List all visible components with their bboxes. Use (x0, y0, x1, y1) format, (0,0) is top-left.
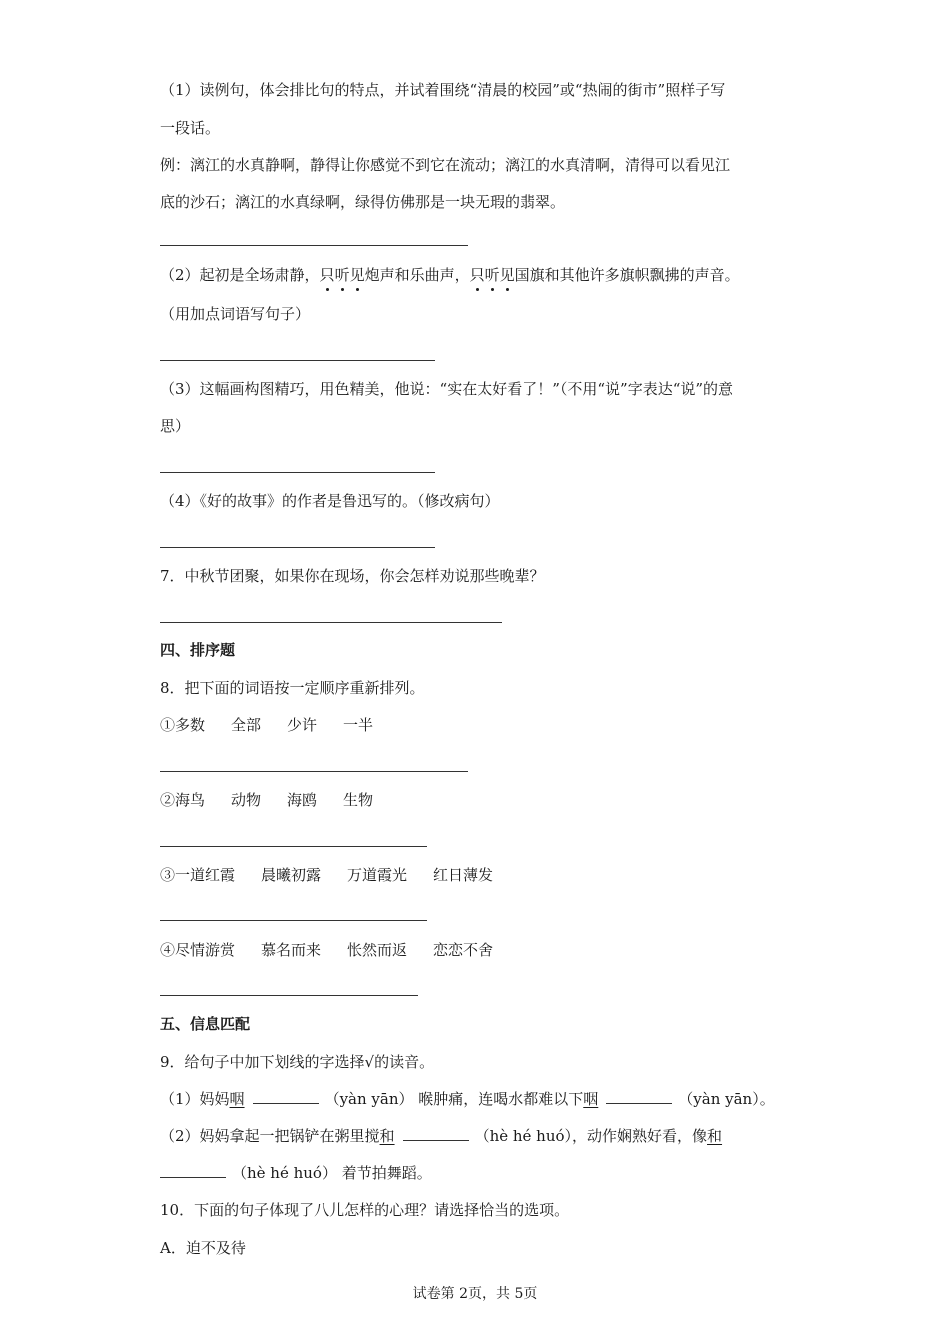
q9-text: （1）妈妈 (160, 1090, 230, 1108)
word: 晨曦初露 (261, 866, 322, 884)
q8-group2 (160, 790, 373, 810)
word: 万道霞光 (347, 866, 408, 884)
underlined-char: 和 (379, 1127, 395, 1145)
q6-part2-line1 (160, 265, 740, 285)
q6-part2-text-a: （2）起初是全场肃静， (160, 266, 320, 284)
word: ③一道红霞 (160, 866, 236, 884)
word: 生物 (343, 791, 374, 809)
q7-stem: 7．中秋节团聚，如果你在现场，你会怎样劝说那些晚辈？ (160, 567, 545, 585)
q10-stem: 10．下面的句子体现了八儿怎样的心理？请选择恰当的选项。 (160, 1201, 570, 1219)
answer-line[interactable] (160, 771, 468, 772)
dotted-word: 只听见 (469, 266, 515, 284)
q6-part1-line1: （1）读例句，体会排比句的特点，并试着围绕“清晨的校园”或“热闹的街市”照样子写 (160, 81, 726, 99)
q6-part3-line2: 思） (160, 417, 191, 435)
answer-line[interactable] (160, 920, 427, 921)
word: 全部 (231, 716, 262, 734)
answer-line[interactable] (160, 360, 435, 361)
word: 海鸥 (287, 791, 318, 809)
word: ④尽情游赏 (160, 941, 236, 959)
q8-group4 (160, 940, 493, 960)
q6-part1-example-line1: 例：漓江的水真静啊，静得让你感觉不到它在流动；漓江的水真清啊，清得可以看见江 (160, 156, 731, 174)
q6-part2-text-c: 国旗和其他许多旗帜飘拂的声音。 (514, 266, 740, 284)
q6-part1-example-line2: 底的沙石；漓江的水真绿啊，绿得仿佛那是一块无瑕的翡翠。 (160, 193, 566, 211)
answer-line[interactable] (160, 622, 502, 623)
q9-line3 (160, 1163, 432, 1183)
q8-group3 (160, 865, 493, 885)
q6-part2-text-b: 炮声和乐曲声， (364, 266, 470, 284)
q9-text: （yàn yān）。 (678, 1090, 775, 1108)
q6-part2-line2: （用加点词语写句子） (160, 305, 311, 323)
word: 一半 (343, 716, 374, 734)
answer-line[interactable] (160, 472, 435, 473)
q8-stem: 8．把下面的词语按一定顺序重新排列。 (160, 679, 425, 697)
q6-part4: （4）《好的故事》的作者是鲁迅写的。（修改病句） (160, 492, 500, 510)
section-heading-matching: 五、信息匹配 (160, 1015, 251, 1033)
underlined-char: 咽 (583, 1090, 599, 1108)
q9-stem: 9．给句子中加下划线的字选择√的读音。 (160, 1053, 435, 1071)
answer-blank[interactable] (160, 1163, 226, 1178)
q9-text: （2）妈妈拿起一把锅铲在粥里搅 (160, 1127, 380, 1145)
section-heading-sorting: 四、排序题 (160, 641, 236, 659)
underlined-char: 和 (707, 1127, 723, 1145)
q10-option-a[interactable]: A．迫不及待 (160, 1239, 246, 1257)
q9-text: （hè hé huó），动作娴熟好看，像 (474, 1127, 708, 1145)
q9-text: （hè hé huó） 着节拍舞蹈。 (232, 1164, 432, 1182)
word: 恋恋不舍 (433, 941, 494, 959)
word: 红日薄发 (433, 866, 494, 884)
answer-line[interactable] (160, 547, 435, 548)
word: 动物 (231, 791, 262, 809)
q9-line2 (160, 1126, 722, 1146)
q6-part3-line1: （3）这幅画构图精巧，用色精美，他说：“实在太好看了！”（不用“说”字表达“说”的意 (160, 380, 734, 398)
q8-group1 (160, 715, 373, 735)
word: 少许 (287, 716, 318, 734)
q6-part1-line2: 一段话。 (160, 119, 221, 137)
q9-line1 (160, 1089, 775, 1109)
answer-blank[interactable] (253, 1089, 319, 1104)
word: 怅然而返 (347, 941, 408, 959)
word: ②海鸟 (160, 791, 206, 809)
word: ①多数 (160, 716, 206, 734)
underlined-char: 咽 (229, 1090, 245, 1108)
q9-text: （yàn yān） 喉肿痛，连喝水都难以下 (324, 1090, 584, 1108)
page-footer: 试卷第 2页，共 5页 (412, 1286, 538, 1302)
answer-blank[interactable] (403, 1126, 469, 1141)
answer-line[interactable] (160, 995, 418, 996)
answer-blank[interactable] (606, 1089, 672, 1104)
answer-line[interactable] (160, 846, 427, 847)
dotted-word: 只听见 (319, 266, 365, 284)
word: 慕名而来 (261, 941, 322, 959)
answer-line[interactable] (160, 245, 468, 246)
